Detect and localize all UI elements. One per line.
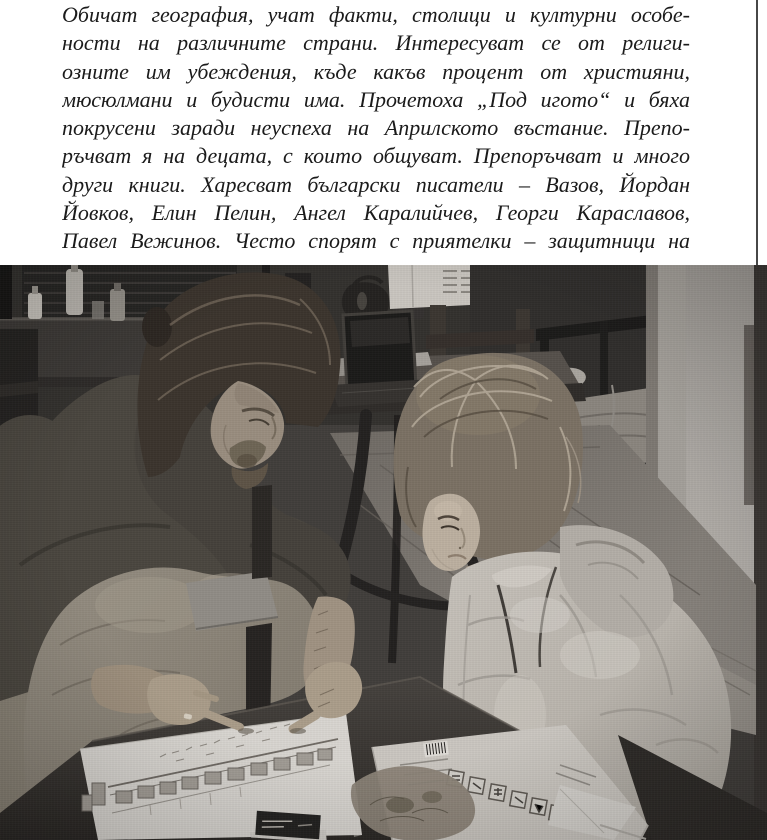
vignette xyxy=(0,265,767,840)
photo-illustration xyxy=(0,265,767,840)
photo-man-and-girl-reviewing-drawings xyxy=(0,265,767,840)
page-scan-edge-line xyxy=(756,0,758,266)
paragraph-line: ръчват я на децата, с които общуват. Препоръчват и много xyxy=(62,143,690,169)
paragraph-line: Павел Вежинов. Често спорят с приятелки – защитници на xyxy=(62,228,690,254)
paragraph-line: ности на различните страни. Интересуват се от религи- xyxy=(62,30,690,56)
paragraph-line: мюсюлмани и будисти има. Прочетоха „Под игото“ и бяха xyxy=(62,86,690,112)
paragraph-line: покрусени заради неуспеха на Априлското въстание. Препо- xyxy=(62,115,690,141)
paragraph-line: Йовков, Елин Пелин, Ангел Каралийчев, Георги Караславов, xyxy=(62,200,690,226)
paragraph-line: озните им убеждения, къде какъв процент от християни, xyxy=(62,58,690,84)
paragraph-line: Обичат география, учат факти, столици и културни особе- xyxy=(62,2,690,27)
paragraph-line: други книги. Харесват български писатели – Вазов, Йордан xyxy=(62,171,690,197)
paragraph xyxy=(62,1,690,256)
